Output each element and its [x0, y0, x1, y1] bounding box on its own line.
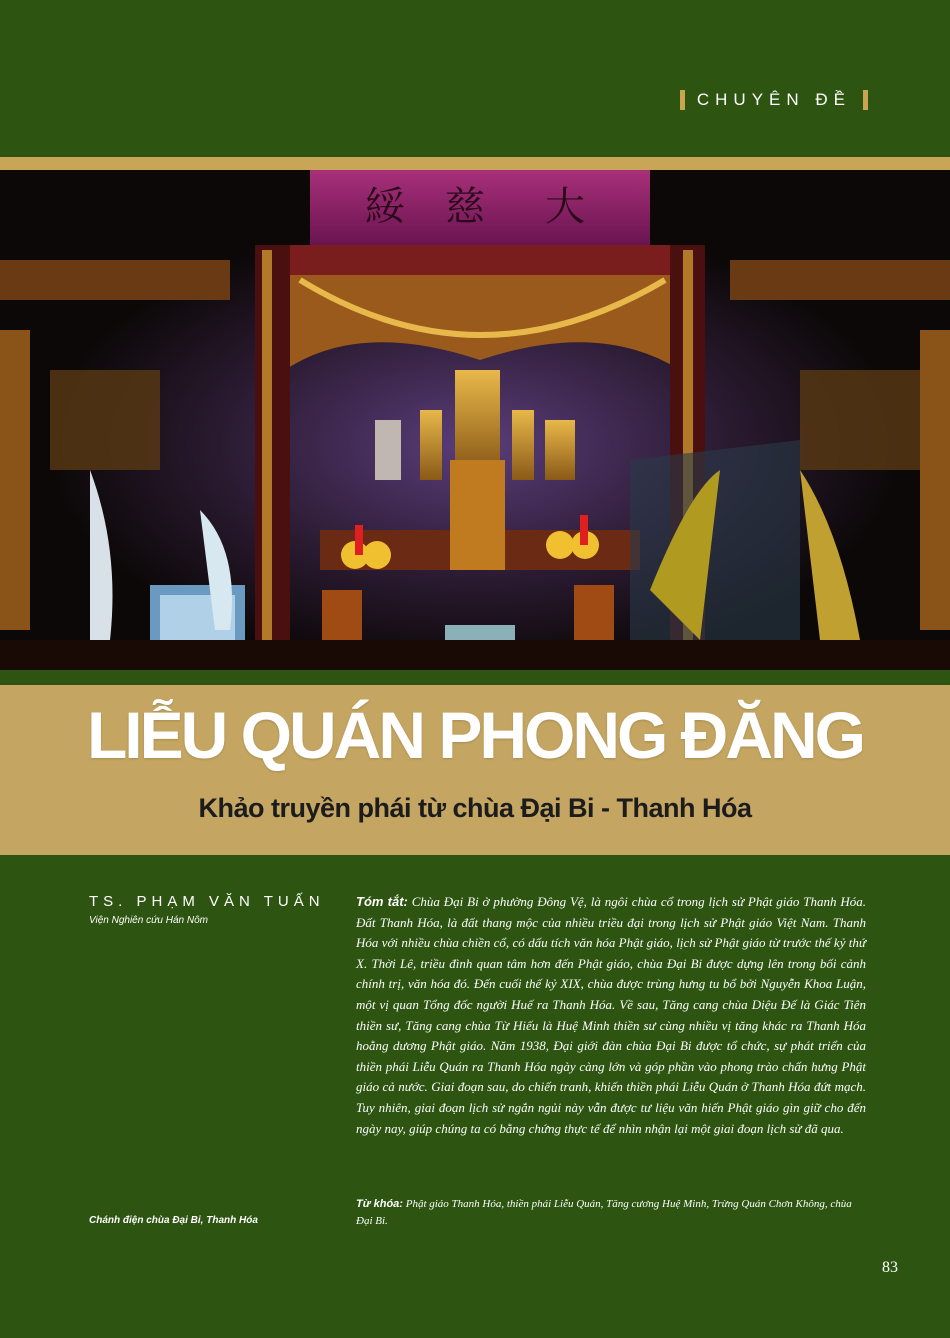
keywords: [356, 1196, 866, 1230]
section-title: CHUYÊN ĐỀ: [696, 90, 851, 109]
article-subtitle: Khảo truyền phái từ chùa Đại Bi - Thanh Hóa: [198, 793, 752, 823]
gold-divider: [0, 157, 950, 170]
svg-text:綏: 綏: [365, 184, 405, 230]
svg-text:慈: 慈: [445, 184, 485, 230]
author-affiliation: Viện Nghiên cứu Hán Nôm: [89, 915, 208, 926]
abstract-text: Chùa Đại Bi ở phường Đông Vệ, là ngôi chùa cổ trong lịch sử Phật giáo Thanh Hóa. Đất Thanh Hóa, là đất thang mộc của nhiều triều đại trong lịch sử Phật giáo Việt Nam. Thanh Hóa với nhiều chùa chiền cổ, có dấu tích văn hóa Phật giáo, lịch sử Phật giáo từ trước thế kỷ thứ X. Thời Lê, triều đình quan tâm hơn đến Phật giáo, chùa Đại Bi được dựng lên trong bối cảnh chính trị, văn hóa đó. Đến cuối thế kỷ XIX, chùa được trùng hưng tu bổ bởi Nguyễn Khoa Luận, một vị quan Tổng đốc người Huế ra Thanh Hóa. Về sau, Tăng cang chùa Diệu Đế là Giác Tiên thiền sư, Tăng cang chùa Từ Hiếu là Huệ Minh thiền sư cùng nhiều vị tăng khác ra Thanh Hóa hoằng dương Phật giáo. Năm 1938, Đại giới đàn chùa Đại Bi được tổ chức, sự phát triển của thiền phái Liễu Quán ra Thanh Hóa ngày càng lớn và góp phần vào phong trào chấn hưng Phật giáo cả nước. Giai đoạn sau, do chiến tranh, khiến thiền phái Liễu Quán ở Thanh Hóa đứt mạch. Tuy nhiên, giai đoạn lịch sử ngắn ngủi này vẫn được tư liệu văn hiến Phật giáo gìn giữ cho đến ngày nay, giúp chúng ta có bằng chứng thực tế để nhìn nhận lại một giai đoạn lịch sử đã qua.: [356, 894, 866, 1136]
photo-caption: Chánh điện chùa Đại Bi, Thanh Hóa: [89, 1215, 258, 1226]
abstract: [356, 892, 866, 1139]
section-label: [680, 90, 868, 110]
article-title: LIỄU QUÁN PHONG ĐĂNG: [86, 698, 864, 772]
keywords-text: Phật giáo Thanh Hóa, thiền phái Liễu Quán, Tăng cương Huệ Minh, Trừng Quán Chơn Không, chùa Đại Bi.: [356, 1198, 852, 1227]
keywords-label: Từ khóa:: [356, 1198, 403, 1210]
temple-altar-photo: [0, 170, 950, 670]
author-name: TS. PHẠM VĂN TUẤN: [89, 893, 325, 910]
section-bar-right: [863, 90, 868, 110]
abstract-label: Tóm tắt:: [356, 894, 408, 909]
title-band: [0, 685, 950, 855]
page-number: 83: [882, 1259, 898, 1276]
section-bar-left: [680, 90, 685, 110]
svg-text:大: 大: [545, 184, 585, 230]
